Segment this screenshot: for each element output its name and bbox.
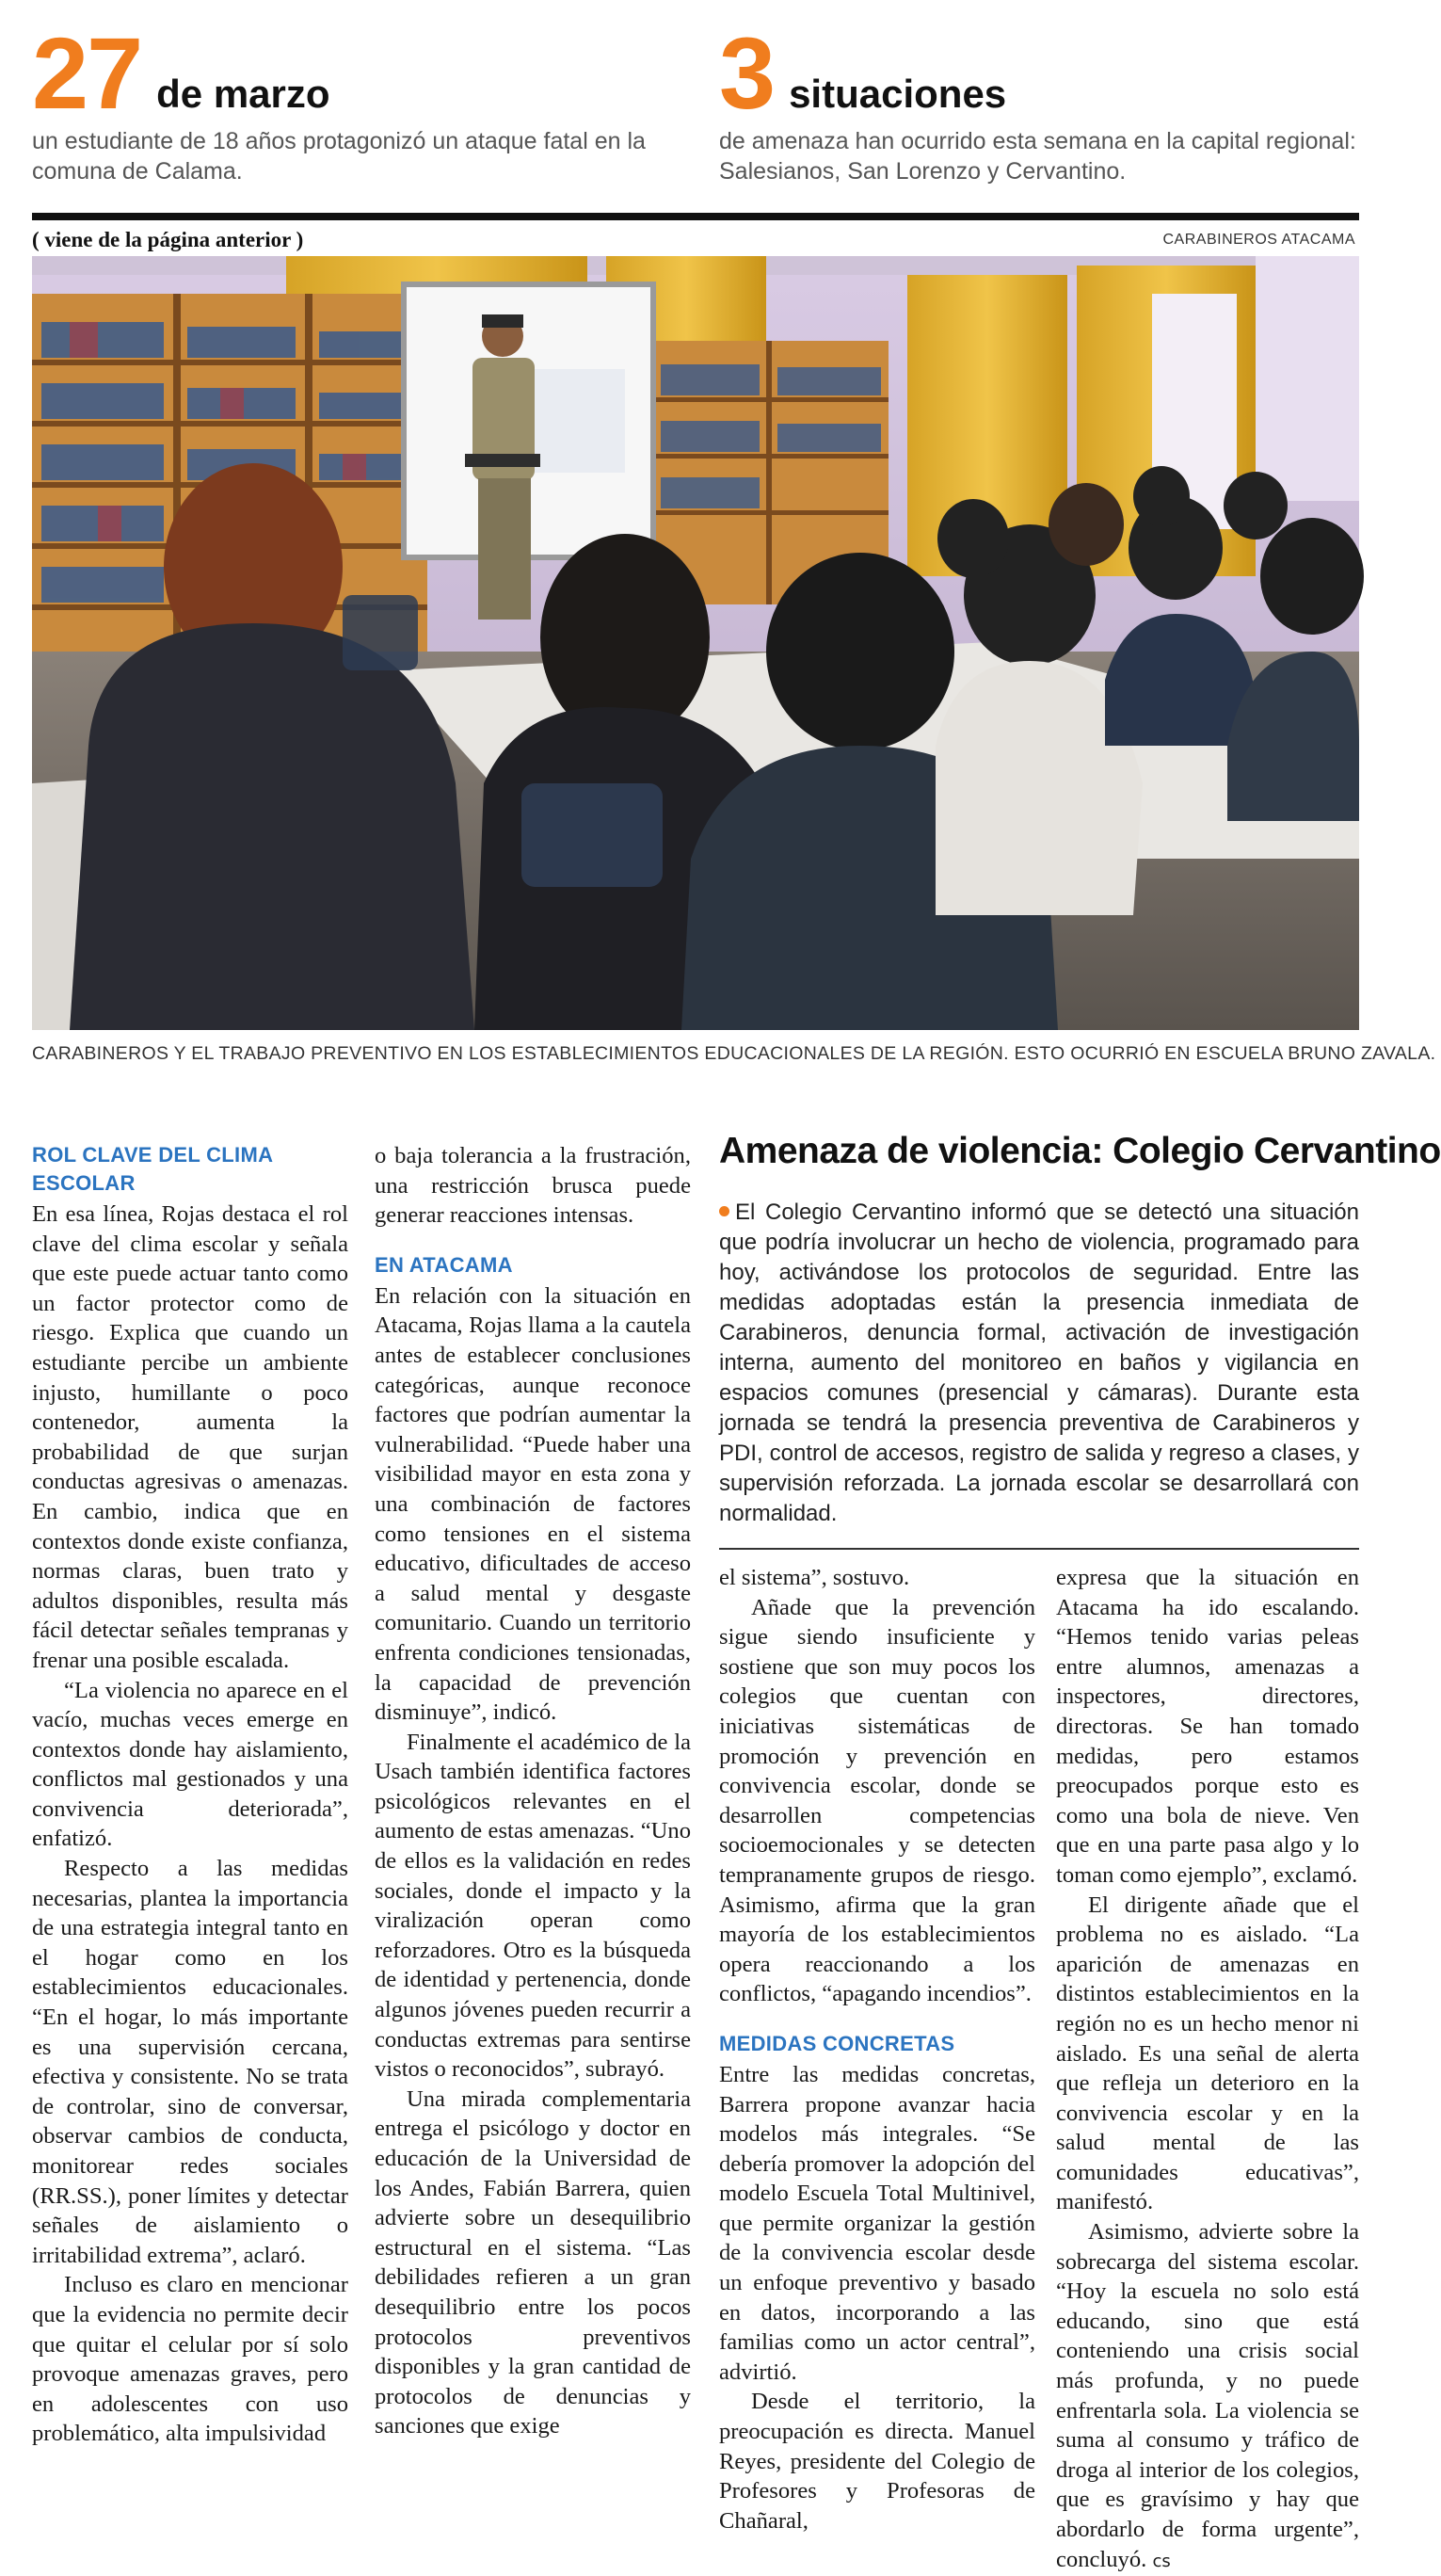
paragraph: Incluso es claro en mencionar que la evidencia no permite decir que quitar el celular por sí solo provoque amenazas graves, pero en adolescentes con uso problemático, alta impulsividad	[32, 2272, 348, 2447]
classroom-photo	[32, 256, 1359, 1030]
subheading: MEDIDAS CONCRETAS	[719, 2031, 955, 2055]
subheading: EN ATACAMA	[375, 1252, 513, 1277]
paragraph: Desde el territorio, la preocupación es directa. Manuel Reyes, presidente del Colegio de Profesores y Profesoras de Chañaral,	[719, 2389, 1035, 2534]
paragraph	[1056, 2217, 1359, 2576]
article-column-4	[1056, 1563, 1359, 2576]
stat-description: un estudiante de 18 años protagonizó un ataque fatal en la comuna de Calama.	[32, 128, 646, 185]
continued-note: ( viene de la página anterior )	[32, 228, 304, 251]
paragraph: Finalmente el académico de la Usach también identifica factores psicológicos relevantes en el aumento de estas amenazas. “Uno de ellos es la validación en redes sociales, donde el impacto y la viralización operan como reforzadores. Otro es la búsqueda de identidad y pertenencia, donde algunos jóvenes pueden recurrir a conductas extremas para sentirse vistos o reconocidos”, subrayó.	[375, 1729, 691, 2083]
paragraph-text: Asimismo, advierte sobre la sobrecarga del sistema escolar. “Hoy la escuela no solo está educando, sino que está conteniendo una crisis social más profunda, y no puede enfrentarla sola. La violencia se suma al consumo y tráfico de droga al interior de los colegios, que es gravísimo y hay que abordarlo de forma urgente”, concluyó.	[1056, 2219, 1359, 2572]
stat-date	[32, 16, 663, 186]
paragraph: Entre las medidas concretas, Barrera propone avanzar hacia modelos más integrales. “Se debería promover la adopción del modelo Escuela Total Multinivel, que permite organizar la gestión de la convivencia escolar desde un enfoque preventivo y basado en datos, incorporando a las familias como un actor central”, advirtió.	[719, 2061, 1035, 2385]
stat-label: de marzo	[156, 72, 330, 116]
box-body	[719, 1198, 1359, 1529]
stat-label: situaciones	[789, 72, 1007, 116]
stat-number: 27	[32, 16, 142, 130]
paragraph: el sistema”, sostuvo.	[719, 1565, 910, 1590]
box-headline: Amenaza de violencia: Colegio Cervantino	[719, 1131, 1441, 1171]
photo-caption: CARABINEROS Y EL TRABAJO PREVENTIVO EN LOS ESTABLECIMIENTOS EDUCACIONALES DE LA REGIÓN. ESTO OCURRIÓ EN ESCUELA BRUNO ZAVALA.	[32, 1043, 1436, 1064]
subheading: ROL CLAVE DEL CLIMA ESCOLAR	[32, 1143, 273, 1195]
paragraph: Añade que la prevención sigue siendo insuficiente y sostiene que son muy pocos los colegios que cuentan con iniciativas sistemáticas de promoción y prevención en convivencia escolar, donde se desarrollen competencias socioemocionales y se detecten tempranamente grupos de riesgo. Asimismo, afirma que la gran mayoría de los establecimientos opera reaccionando a los conflictos, “apagando incendios”.	[719, 1594, 1035, 2007]
bullet-dot-icon	[719, 1206, 729, 1216]
paragraph: Una mirada complementaria entrega el psicólogo y doctor en educación de la Universidad de los Andes, Fabián Barrera, quien advierte sobre un desequilibrio estructural en el sistema. “Las debilidades refieren a un gran desequilibrio entre los pocos protocolos preventivos disponibles y la gran cantidad de protocolos de denuncias y sanciones que exige	[375, 2085, 691, 2439]
stat-situations	[719, 16, 1359, 186]
paragraph: Respecto a las medidas necesarias, plantea la importancia de una estrategia integral tanto en el hogar como en los establecimientos educacionales. “En el hogar, lo más importante es una supervisión cercana, efectiva y consistente. No se trata de controlar, sino de conversar, observar cambios de conducta, monitorear redes sociales (RR.SS.), poner límites y detectar señales de aislamiento o irritabilidad extrema”, aclaró.	[32, 1856, 348, 2268]
article-column-2	[375, 1141, 691, 2441]
paragraph: o baja tolerancia a la frustración, una restricción brusca puede generar reacciones intensas.	[375, 1143, 691, 1229]
paragraph: “La violencia no aparece en el vacío, muchas veces emerge en contextos donde hay aislamiento, conflictos mal gestionados y una convivencia deteriorada”, enfatizó.	[32, 1677, 348, 1852]
section-divider	[32, 213, 1359, 220]
article-column-3	[719, 1563, 1035, 2536]
article-column-1	[32, 1141, 348, 2449]
stat-description: de amenaza han ocurrido esta semana en la capital regional: Salesianos, San Lorenzo y Cervantino.	[719, 128, 1356, 185]
paragraph: En relación con la situación en Atacama, Rojas llama a la cautela antes de establecer conclusiones categóricas, aunque reconoce factores que podrían aumentar la vulnerabilidad. “Puede haber una visibilidad mayor en esta zona y una combinación de factores como tensiones en el sistema educativo, dificultades de acceso a salud mental y desgaste comunitario. Cuando un territorio enfrenta condiciones tensionadas, la capacidad de prevención disminuye”, indicó.	[375, 1282, 691, 1726]
end-mark-icon: cs	[1152, 2551, 1171, 2571]
photo-credit: CARABINEROS ATACAMA	[1162, 232, 1355, 248]
paragraph: En esa línea, Rojas destaca el rol clave del clima escolar y señala que este puede actuar tanto como un factor protector como de riesgo. Explica que cuando un estudiante percibe un ambiente injusto, humillante o poco contenedor, aumenta la probabilidad de que surjan conductas agresivas o amenazas. En cambio, indica que en contextos donde existe confianza, normas claras, buen trato y adultos disponibles, resulta más fácil detectar señales tempranas y frenar una posible escalada.	[32, 1201, 348, 1673]
box-divider	[719, 1548, 1359, 1550]
paragraph: expresa que la situación en Atacama ha ido escalando. “Hemos tenido varias peleas entre alumnos, amenazas a inspectores, directores, directoras. Se han tomado medidas, pero estamos preocupados porque esto es como una bola de nieve. Ven que en una parte pasa algo y lo toman como ejemplo”, exclamó.	[1056, 1565, 1359, 1888]
box-text: El Colegio Cervantino informó que se detectó una situación que podría involucrar un hecho de violencia, programado para hoy, activándose los protocolos de seguridad. Entre las medidas adoptadas están la presencia inmediata de Carabineros, denuncia formal, activación de investigación interna, aumento del monitoreo en baños y vigilancia en espacios comunes (presencial y cámaras). Durante esta jornada se tendrá la presencia preventiva de Carabineros y PDI, control de accesos, registro de salida y regreso a clases, y supervisión reforzada. La jornada escolar se desarrollará con normalidad.	[719, 1199, 1359, 1526]
stat-number: 3	[719, 16, 775, 130]
paragraph: El dirigente añade que el problema no es aislado. “La aparición de amenazas en distintos establecimientos en la región no es un hecho menor ni aislado. Es una señal de alerta que refleja un deterioro en la convivencia escolar y en la salud mental de las comunidades educativas”, manifestó.	[1056, 1892, 1359, 2215]
